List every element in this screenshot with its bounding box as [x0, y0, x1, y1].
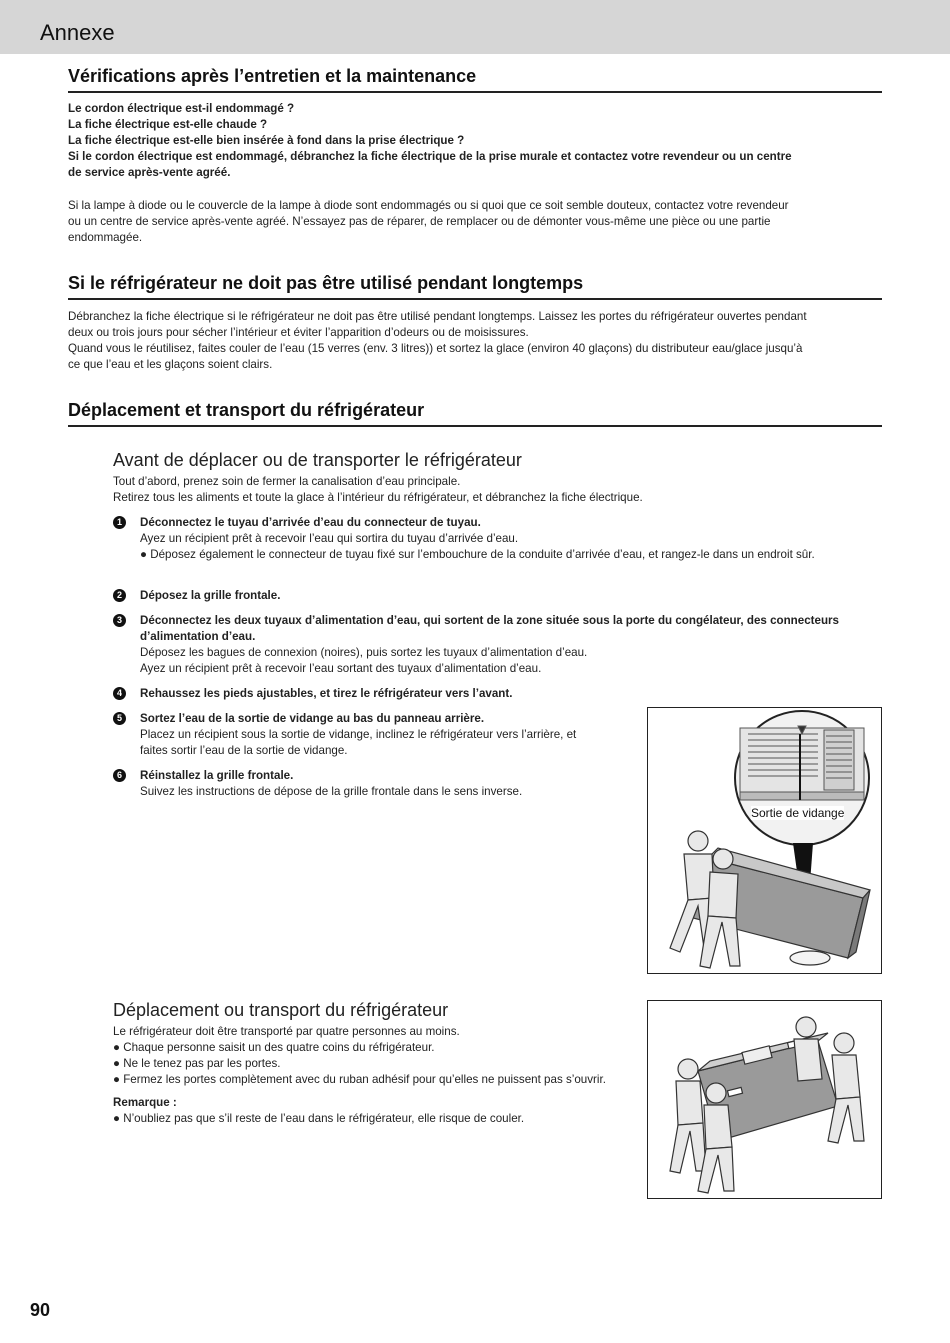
step-3 — [113, 613, 873, 677]
step-5 — [113, 711, 633, 759]
intro-line: Retirez tous les aliments et toute la glace à l’intérieur du réfrigérateur, et débranchez la fiche électrique. — [113, 491, 643, 504]
step-4 — [113, 686, 873, 702]
drain-outlet-figure — [647, 707, 882, 974]
step-number: 2 — [113, 589, 126, 602]
before-moving-intro — [113, 474, 873, 506]
question-line: La fiche électrique est-elle chaude ? — [68, 118, 268, 131]
paragraph-line: endommagée. — [68, 231, 143, 244]
step-1 — [113, 515, 873, 563]
question-line: Si le cordon électrique est endommagé, débranchez la fiche électrique de la prise murale et contactez votre revendeur ou un centre — [68, 150, 792, 163]
step-text: Ayez un récipient prêt à recevoir l’eau sortant des tuyaux d’alimentation d’eau. — [140, 662, 542, 675]
intro-line: Le réfrigérateur doit être transporté par quatre personnes au moins. — [113, 1025, 460, 1038]
step-text: Suivez les instructions de dépose de la grille frontale dans le sens inverse. — [140, 785, 523, 798]
step-number: 6 — [113, 769, 126, 782]
section-title-transport: Déplacement et transport du réfrigérateur — [68, 400, 882, 427]
step-number: 4 — [113, 687, 126, 700]
verification-questions — [68, 101, 884, 181]
tilted-fridge-illustration — [648, 708, 881, 973]
question-line: Le cordon électrique est-il endommagé ? — [68, 102, 295, 115]
step-number: 3 — [113, 614, 126, 627]
list-item: ● Ne le tenez pas par les portes. — [113, 1057, 281, 1070]
list-item: ● Fermez les portes complètement avec du ruban adhésif pour qu’elles ne puissent pas s’ouvrir. — [113, 1073, 606, 1086]
step-title: Sortez l’eau de la sortie de vidange au bas du panneau arrière. — [140, 712, 485, 725]
paragraph-line: Quand vous le réutilisez, faites couler de l’eau (15 verres (env. 3 litres)) et sortez la glace (environ 40 glaçons) du distributeur eau/glace jusqu’à — [68, 342, 803, 355]
step-text: Ayez un récipient prêt à recevoir l’eau qui sortira du tuyau d’arrivée d’eau. — [140, 532, 519, 545]
section-title-long-absence: Si le réfrigérateur ne doit pas être utilisé pendant longtemps — [68, 273, 882, 300]
page-header-title: Annexe — [40, 20, 115, 45]
long-absence-paragraph — [68, 309, 884, 373]
step-2 — [113, 588, 873, 604]
led-lamp-paragraph — [68, 198, 884, 246]
drain-outlet-label: Sortie de vidange — [751, 806, 845, 820]
four-people-carrying-illustration — [648, 1001, 881, 1198]
paragraph-line: ce que l’eau et les glaçons soient clairs. — [68, 358, 273, 371]
paragraph-line: deux ou trois jours pour sécher l’intérieur et éviter l’apparition d’odeurs ou de moisissures. — [68, 326, 529, 339]
step-text: Placez un récipient sous la sortie de vidange, inclinez le réfrigérateur vers l’arrière, et — [140, 728, 577, 741]
step-text: faites sortir l’eau de la sortie de vidange. — [140, 744, 348, 757]
subsection-title-moving: Déplacement ou transport du réfrigérateur — [113, 1000, 449, 1020]
header-bar — [0, 0, 950, 54]
note-title: Remarque : — [113, 1096, 177, 1109]
carrying-figure — [647, 1000, 882, 1199]
question-line: de service après-vente agréé. — [68, 166, 231, 179]
step-title: Déconnectez les deux tuyaux d’alimentation d’eau, qui sortent de la zone située sous la porte du congélateur, des connecteurs d’alimentation d’eau. — [140, 614, 840, 643]
step-title: Déconnectez le tuyau d’arrivée d’eau du connecteur de tuyau. — [140, 516, 481, 529]
list-item: ● Chaque personne saisit un des quatre coins du réfrigérateur. — [113, 1041, 435, 1054]
step-bullet: ● Déposez également le connecteur de tuyau fixé sur l’embouchure de la conduite d’arrivée d’eau, et rangez-le dans un endroit sûr. — [140, 548, 815, 561]
step-number: 1 — [113, 516, 126, 529]
note-item: ● N’oubliez pas que s’il reste de l’eau dans le réfrigérateur, elle risque de couler. — [113, 1112, 525, 1125]
subsection-title-before-moving: Avant de déplacer ou de transporter le réfrigérateur — [113, 450, 522, 470]
step-6 — [113, 768, 633, 800]
step-number: 5 — [113, 712, 126, 725]
paragraph-line: Si la lampe à diode ou le couvercle de la lampe à diode sont endommagés ou si quoi que ce soit semble douteux, contactez votre revendeur — [68, 199, 789, 212]
moving-instructions — [113, 1024, 618, 1127]
intro-line: Tout d’abord, prenez soin de fermer la canalisation d’eau principale. — [113, 475, 461, 488]
step-text: Déposez les bagues de connexion (noires), puis sortez les tuyaux d’alimentation d’eau. — [140, 646, 588, 659]
paragraph-line: Débranchez la fiche électrique si le réfrigérateur ne doit pas être utilisé pendant longtemps. Laissez les portes du réfrigérateur ouvertes pendant — [68, 310, 807, 323]
page-number: 90 — [30, 1300, 51, 1320]
step-title: Déposez la grille frontale. — [140, 589, 281, 602]
paragraph-line: ou un centre de service après-vente agréé. N’essayez pas de réparer, de remplacer ou de démonter vous-même une pièce ou une partie — [68, 215, 771, 228]
step-title: Rehaussez les pieds ajustables, et tirez le réfrigérateur vers l’avant. — [140, 687, 513, 700]
question-line: La fiche électrique est-elle bien insérée à fond dans la prise électrique ? — [68, 134, 465, 147]
section-title-verifications: Vérifications après l’entretien et la maintenance — [68, 66, 882, 93]
step-title: Réinstallez la grille frontale. — [140, 769, 294, 782]
